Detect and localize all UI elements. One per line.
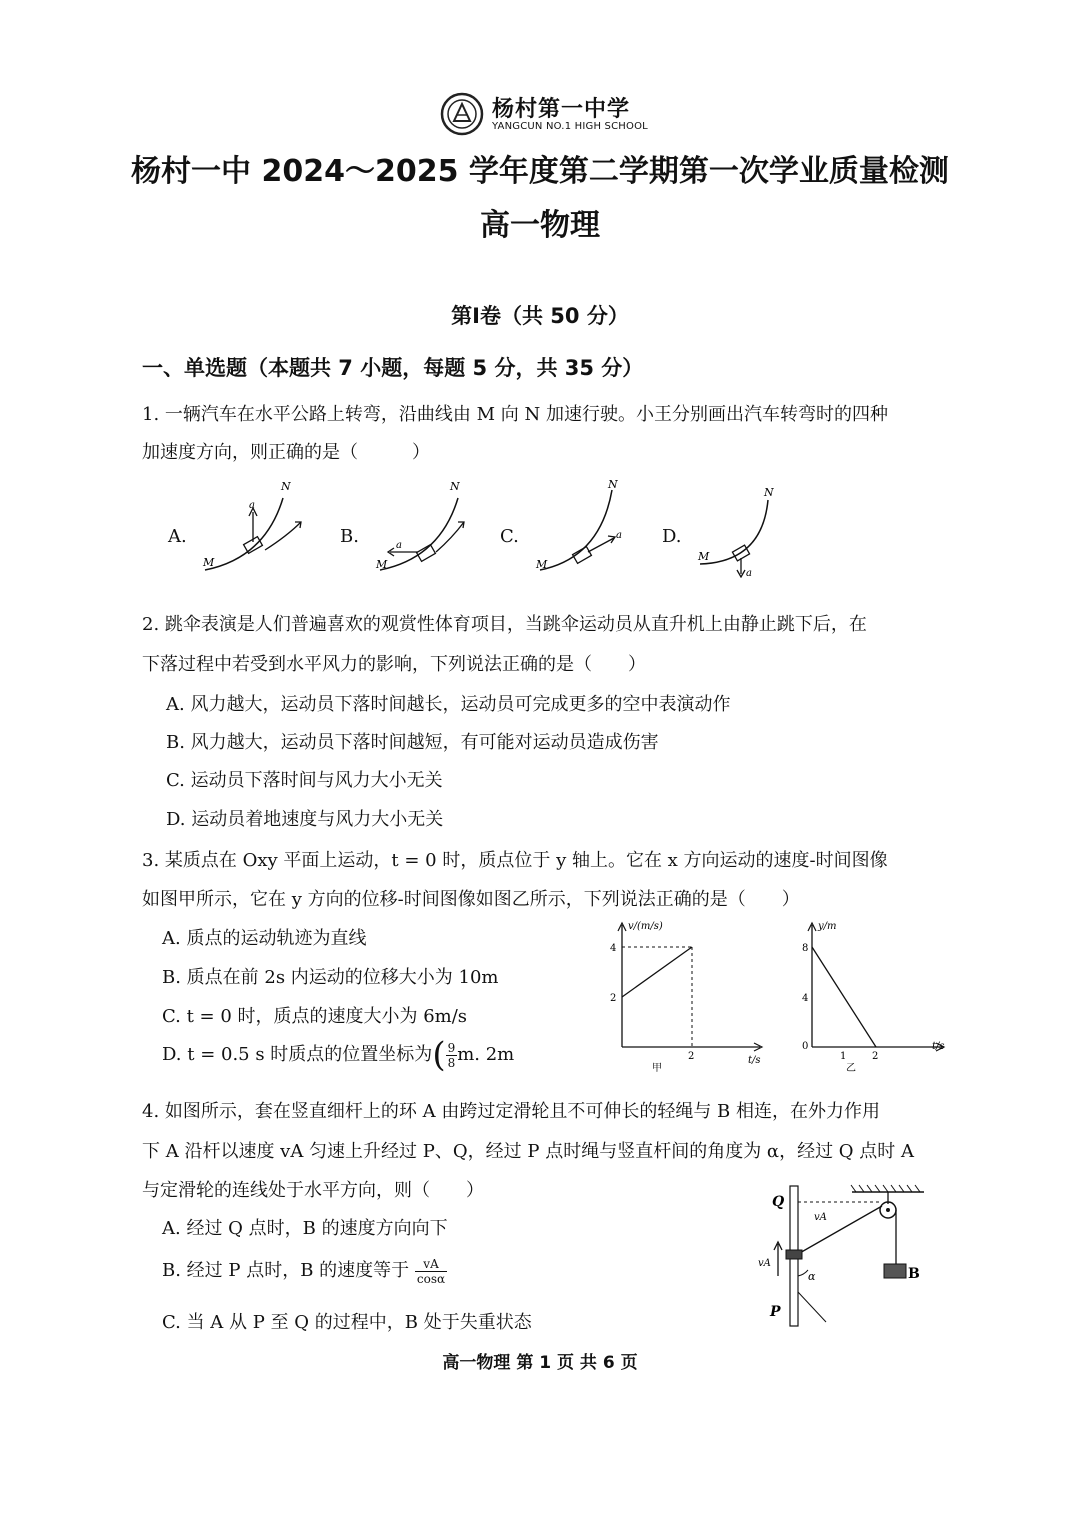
q4-line2: 下 A 沿杆以速度 vA 匀速上升经过 P、Q，经过 P 点时绳与竖直杆间的角度为 α，经过 Q 点时 A [142,1141,914,1162]
svg-text:1: 1 [840,1051,847,1062]
q3-line1: 3. 某质点在 Oxy 平面上运动，t = 0 时，质点位于 y 轴上。它在 x 方向运动的速度-时间图像 [142,850,888,871]
svg-text:2: 2 [688,1051,695,1062]
q1-figure-d [692,478,812,578]
q1-option-c-label: C. [500,526,519,547]
svg-text:2: 2 [610,993,617,1004]
q3-graph-yi [790,915,960,1075]
svg-text:a: a [616,530,622,541]
svg-text:N: N [450,480,460,493]
svg-text:B: B [908,1266,920,1282]
q4-pulley-diagram [752,1180,942,1330]
svg-text:M: M [698,550,710,563]
q1a-m-label: M [203,556,215,569]
q1-figure-c [530,478,650,578]
q2-option-d: D. 运动员着地速度与风力大小无关 [166,809,444,830]
svg-text:a: a [746,568,752,578]
svg-text:M: M [536,558,548,571]
q1-line2: 加速度方向，则正确的是（ ） [142,442,430,463]
q3-graph-jia [600,915,780,1075]
svg-text:8: 8 [802,943,809,954]
svg-text:N: N [608,478,618,491]
yi-line [812,947,876,1047]
q4-option-c: C. 当 A 从 P 至 Q 的过程中，B 处于失重状态 [162,1312,532,1333]
q3-line2: 如图甲所示，它在 y 方向的位移-时间图像如图乙所示，下列说法正确的是（ ） [142,889,800,910]
svg-text:t/s: t/s [932,1041,945,1052]
q1-figure-b [370,478,490,578]
school-emblem-icon [440,92,484,136]
q3-option-b: B. 质点在前 2s 内运动的位移大小为 10m [162,967,499,988]
svg-text:N: N [764,486,774,499]
q2-line1: 2. 跳伞表演是人们普遍喜欢的观赏性体育项目，当跳伞运动员从直升机上由静止跳下后，在 [142,614,867,635]
q2-line2: 下落过程中若受到水平风力的影响，下列说法正确的是（ ） [142,654,646,675]
q4-option-a: A. 经过 Q 点时，B 的速度方向向下 [162,1218,448,1239]
svg-text:0: 0 [802,1041,809,1052]
svg-text:α: α [808,1270,816,1283]
q1-option-d-label: D. [662,526,682,547]
svg-text:Q: Q [772,1194,785,1210]
svg-text:M: M [376,558,388,571]
section-heading: 一、单选题（本题共 7 小题，每题 5 分，共 35 分） [142,356,644,380]
q2-option-c: C. 运动员下落时间与风力大小无关 [166,770,443,791]
q4-option-b [162,1256,447,1286]
q4-line1: 4. 如图所示，套在竖直细杆上的环 A 由跨过定滑轮且不可伸长的轻绳与 B 相连，在外力作用 [142,1101,881,1122]
q1-line1: 1. 一辆汽车在水平公路上转弯，沿曲线由 M 向 N 加速行驶。小王分别画出汽车转弯时的四种 [142,404,888,425]
svg-text:vA: vA [758,1258,771,1269]
exam-title: 杨村一中 2024～2025 学年度第二学期第一次学业质量检测 [131,154,949,189]
q4-option-b-fraction: $\frac{vA}{\cos\alpha}$ [416,1256,446,1286]
q1-option-b-label: B. [340,526,359,547]
jia-line [622,947,692,997]
svg-text:v/(m/s): v/(m/s) [628,921,663,932]
svg-text:y/m: y/m [818,921,837,932]
q4-line3: 与定滑轮的连线处于水平方向，则（ ） [142,1180,484,1201]
q1-figure-a [195,478,315,578]
q3-option-d-fraction: $\frac{9}{8}$ [447,1040,456,1070]
exam-subject: 高一物理 [480,208,600,243]
svg-text:2: 2 [872,1051,879,1062]
q3-option-d: D. t = 0.5 s 时质点的位置坐标为( $\frac{9}{8}$ m. 2m [162,1035,515,1075]
q3-option-c: C. t = 0 时，质点的速度大小为 6m/s [162,1006,468,1027]
school-logo [440,92,680,138]
volume-heading: 第Ⅰ卷（共 50 分） [451,304,629,328]
svg-text:4: 4 [802,993,809,1004]
svg-text:a: a [396,540,402,551]
q4-option-b-text: B. 经过 P 点时，B 的速度等于 [162,1260,410,1281]
svg-text:P: P [770,1304,781,1320]
q1a-a-label: a [249,500,255,511]
q1-option-a-label: A. [168,526,187,547]
q1a-n-label: N [281,480,291,493]
q3-option-a: A. 质点的运动轨迹为直线 [162,928,367,949]
q3-option-d-text: D. t = 0.5 s 时质点的位置坐标为 [162,1044,433,1065]
svg-text:甲: 甲 [652,1063,662,1074]
q3-option-d-tail: m. 2m [457,1044,515,1065]
page-footer: 高一物理 第 1 页 共 6 页 [442,1353,638,1373]
svg-text:t/s: t/s [748,1055,761,1066]
svg-text:乙: 乙 [846,1063,856,1074]
school-name-cn: 杨村第一中学 [492,97,631,122]
q2-option-b: B. 风力越大，运动员下落时间越短，有可能对运动员造成伤害 [166,732,659,753]
q2-option-a: A. 风力越大，运动员下落时间越长，运动员可完成更多的空中表演动作 [166,694,731,715]
school-name-en: YANGCUN NO.1 HIGH SCHOOL [492,121,648,132]
svg-text:vA: vA [814,1212,827,1223]
svg-text:4: 4 [610,943,617,954]
